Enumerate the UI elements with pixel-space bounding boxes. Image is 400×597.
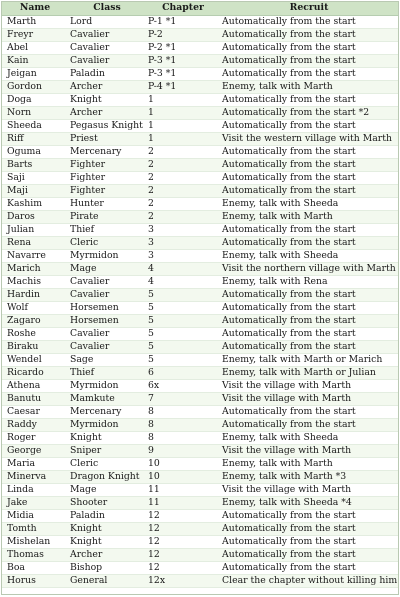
chapter-cell: 5 — [146, 353, 220, 366]
header-name: Name — [2, 2, 68, 15]
table-row — [2, 535, 398, 548]
name-cell: Freyr — [2, 28, 68, 41]
table-row — [2, 67, 398, 80]
class-cell: Lord — [68, 15, 146, 28]
name-cell: Ricardo — [2, 366, 68, 379]
name-cell: Biraku — [2, 340, 68, 353]
table-row — [2, 275, 398, 288]
chapter-cell: 8 — [146, 405, 220, 418]
table-row — [2, 522, 398, 535]
class-cell: Fighter — [68, 184, 146, 197]
chapter-cell: 2 — [146, 184, 220, 197]
chapter-cell: 3 — [146, 223, 220, 236]
name-cell: Navarre — [2, 249, 68, 262]
class-cell: Horsemen — [68, 314, 146, 327]
table-row — [2, 301, 398, 314]
table-row — [2, 392, 398, 405]
table-row — [2, 470, 398, 483]
recruit-cell: Automatically from the start — [220, 119, 398, 132]
recruit-cell: Automatically from the start — [220, 340, 398, 353]
table-row — [2, 158, 398, 171]
table-row — [2, 353, 398, 366]
chapter-cell: 4 — [146, 262, 220, 275]
class-cell: Myrmidon — [68, 418, 146, 431]
class-cell: Bishop — [68, 561, 146, 574]
name-cell: Kain — [2, 54, 68, 67]
recruit-cell: Automatically from the start — [220, 561, 398, 574]
name-cell: Oguma — [2, 145, 68, 158]
chapter-cell: 2 — [146, 197, 220, 210]
recruit-cell: Automatically from the start — [220, 184, 398, 197]
class-cell: Hunter — [68, 197, 146, 210]
class-cell: Dragon Knight — [68, 470, 146, 483]
class-cell: Cavalier — [68, 28, 146, 41]
class-cell: Knight — [68, 522, 146, 535]
name-cell: Maria — [2, 457, 68, 470]
name-cell: Minerva — [2, 470, 68, 483]
name-cell: Saji — [2, 171, 68, 184]
recruitment-table-container — [1, 1, 399, 595]
chapter-cell: 6x — [146, 379, 220, 392]
name-cell: Raddy — [2, 418, 68, 431]
recruit-cell: Automatically from the start — [220, 522, 398, 535]
recruit-cell: Visit the village with Marth — [220, 444, 398, 457]
chapter-cell: 6 — [146, 366, 220, 379]
recruit-cell: Visit the village with Marth — [220, 392, 398, 405]
class-cell: Mercenary — [68, 405, 146, 418]
table-row — [2, 80, 398, 93]
name-cell: Mishelan — [2, 535, 68, 548]
class-cell: Thief — [68, 223, 146, 236]
chapter-cell: 1 — [146, 119, 220, 132]
table-row — [2, 54, 398, 67]
name-cell: Athena — [2, 379, 68, 392]
table-row — [2, 106, 398, 119]
recruit-cell: Automatically from the start — [220, 171, 398, 184]
recruit-cell: Visit the village with Marth — [220, 379, 398, 392]
recruit-cell: Enemy, talk with Sheeda — [220, 197, 398, 210]
chapter-cell: P-2 *1 — [146, 41, 220, 54]
recruit-cell: Automatically from the start — [220, 548, 398, 561]
table-row — [2, 431, 398, 444]
table-body — [2, 15, 398, 587]
name-cell: Jeigan — [2, 67, 68, 80]
chapter-cell: 5 — [146, 301, 220, 314]
recruit-cell: Automatically from the start — [220, 223, 398, 236]
chapter-cell: P-2 — [146, 28, 220, 41]
table-row — [2, 249, 398, 262]
recruit-cell: Enemy, talk with Marth — [220, 457, 398, 470]
recruit-cell: Automatically from the start — [220, 314, 398, 327]
name-cell: Abel — [2, 41, 68, 54]
chapter-cell: 4 — [146, 275, 220, 288]
chapter-cell: 9 — [146, 444, 220, 457]
class-cell: Fighter — [68, 171, 146, 184]
class-cell: Mage — [68, 483, 146, 496]
table-row — [2, 418, 398, 431]
name-cell: Thomas — [2, 548, 68, 561]
recruit-cell: Automatically from the start — [220, 93, 398, 106]
class-cell: Cavalier — [68, 54, 146, 67]
table-row — [2, 184, 398, 197]
class-cell: Cavalier — [68, 275, 146, 288]
table-row — [2, 327, 398, 340]
chapter-cell: 2 — [146, 210, 220, 223]
name-cell: Roger — [2, 431, 68, 444]
recruit-cell: Visit the western village with Marth — [220, 132, 398, 145]
name-cell: Riff — [2, 132, 68, 145]
chapter-cell: 12 — [146, 548, 220, 561]
class-cell: Thief — [68, 366, 146, 379]
table-row — [2, 210, 398, 223]
name-cell: Jake — [2, 496, 68, 509]
table-row — [2, 483, 398, 496]
name-cell: Hardin — [2, 288, 68, 301]
class-cell: Knight — [68, 431, 146, 444]
table-row — [2, 366, 398, 379]
recruit-cell: Automatically from the start — [220, 236, 398, 249]
class-cell: Paladin — [68, 67, 146, 80]
name-cell: Zagaro — [2, 314, 68, 327]
table-row — [2, 405, 398, 418]
chapter-cell: 11 — [146, 496, 220, 509]
chapter-cell: 12 — [146, 561, 220, 574]
chapter-cell: 2 — [146, 171, 220, 184]
chapter-cell: 7 — [146, 392, 220, 405]
chapter-cell: 11 — [146, 483, 220, 496]
name-cell: Julian — [2, 223, 68, 236]
table-row — [2, 457, 398, 470]
class-cell: Mamkute — [68, 392, 146, 405]
table-row — [2, 561, 398, 574]
class-cell: Knight — [68, 93, 146, 106]
table-row — [2, 15, 398, 28]
chapter-cell: 5 — [146, 327, 220, 340]
chapter-cell: 5 — [146, 340, 220, 353]
class-cell: Knight — [68, 535, 146, 548]
chapter-cell: 2 — [146, 145, 220, 158]
recruit-cell: Automatically from the start — [220, 405, 398, 418]
table-row — [2, 236, 398, 249]
table-row — [2, 145, 398, 158]
table-row — [2, 28, 398, 41]
class-cell: Pegasus Knight — [68, 119, 146, 132]
chapter-cell: 1 — [146, 132, 220, 145]
name-cell: Barts — [2, 158, 68, 171]
class-cell: Myrmidon — [68, 379, 146, 392]
class-cell: Priest — [68, 132, 146, 145]
recruit-cell: Automatically from the start — [220, 509, 398, 522]
chapter-cell: 3 — [146, 249, 220, 262]
class-cell: Pirate — [68, 210, 146, 223]
name-cell: Boa — [2, 561, 68, 574]
table-row — [2, 574, 398, 587]
recruit-cell: Automatically from the start — [220, 67, 398, 80]
name-cell: Daros — [2, 210, 68, 223]
name-cell: Norn — [2, 106, 68, 119]
chapter-cell: 1 — [146, 106, 220, 119]
chapter-cell: 10 — [146, 457, 220, 470]
name-cell: Midia — [2, 509, 68, 522]
name-cell: Tomth — [2, 522, 68, 535]
name-cell: Linda — [2, 483, 68, 496]
recruit-cell: Enemy, talk with Marth — [220, 210, 398, 223]
class-cell: Fighter — [68, 158, 146, 171]
recruit-cell: Enemy, talk with Rena — [220, 275, 398, 288]
name-cell: Horus — [2, 574, 68, 587]
table-row — [2, 171, 398, 184]
recruit-cell: Enemy, talk with Sheeda — [220, 249, 398, 262]
class-cell: Mercenary — [68, 145, 146, 158]
recruit-cell: Automatically from the start — [220, 28, 398, 41]
class-cell: Horsemen — [68, 301, 146, 314]
recruit-cell: Enemy, talk with Marth or Marich — [220, 353, 398, 366]
recruit-cell: Enemy, talk with Sheeda — [220, 431, 398, 444]
table-header — [2, 2, 398, 15]
chapter-cell: 5 — [146, 314, 220, 327]
recruit-cell: Automatically from the start — [220, 288, 398, 301]
chapter-cell: 8 — [146, 418, 220, 431]
name-cell: Roshe — [2, 327, 68, 340]
chapter-cell: 12 — [146, 535, 220, 548]
recruit-cell: Automatically from the start — [220, 301, 398, 314]
table-row — [2, 340, 398, 353]
class-cell: Archer — [68, 80, 146, 93]
class-cell: Cavalier — [68, 340, 146, 353]
table-row — [2, 496, 398, 509]
header-chapter: Chapter — [146, 2, 220, 15]
recruit-cell: Enemy, talk with Sheeda *4 — [220, 496, 398, 509]
recruit-cell: Automatically from the start — [220, 15, 398, 28]
recruit-cell: Automatically from the start — [220, 41, 398, 54]
recruit-cell: Automatically from the start — [220, 327, 398, 340]
chapter-cell: P-3 *1 — [146, 67, 220, 80]
class-cell: Archer — [68, 548, 146, 561]
chapter-cell: 5 — [146, 288, 220, 301]
table-row — [2, 41, 398, 54]
recruit-cell: Enemy, talk with Marth or Julian — [220, 366, 398, 379]
name-cell: Gordon — [2, 80, 68, 93]
class-cell: Paladin — [68, 509, 146, 522]
chapter-cell: 12x — [146, 574, 220, 587]
table-row — [2, 119, 398, 132]
recruit-cell: Enemy, talk with Marth — [220, 80, 398, 93]
name-cell: Kashim — [2, 197, 68, 210]
table-row — [2, 197, 398, 210]
class-cell: General — [68, 574, 146, 587]
name-cell: Doga — [2, 93, 68, 106]
class-cell: Myrmidon — [68, 249, 146, 262]
table-row — [2, 379, 398, 392]
recruitment-table — [2, 2, 398, 588]
class-cell: Cleric — [68, 457, 146, 470]
name-cell: Marth — [2, 15, 68, 28]
name-cell: Caesar — [2, 405, 68, 418]
header-class: Class — [68, 2, 146, 15]
class-cell: Archer — [68, 106, 146, 119]
name-cell: Banutu — [2, 392, 68, 405]
chapter-cell: 10 — [146, 470, 220, 483]
class-cell: Mage — [68, 262, 146, 275]
chapter-cell: P-3 *1 — [146, 54, 220, 67]
table-row — [2, 548, 398, 561]
table-row — [2, 262, 398, 275]
recruit-cell: Automatically from the start — [220, 54, 398, 67]
chapter-cell: 8 — [146, 431, 220, 444]
name-cell: Machis — [2, 275, 68, 288]
name-cell: Wolf — [2, 301, 68, 314]
class-cell: Cavalier — [68, 288, 146, 301]
recruit-cell: Automatically from the start — [220, 535, 398, 548]
table-row — [2, 314, 398, 327]
recruit-cell: Visit the northern village with Marth — [220, 262, 398, 275]
chapter-cell: 3 — [146, 236, 220, 249]
table-row — [2, 93, 398, 106]
table-row — [2, 223, 398, 236]
chapter-cell: 12 — [146, 522, 220, 535]
header-recruit: Recruit — [220, 2, 398, 15]
table-row — [2, 444, 398, 457]
name-cell: Maji — [2, 184, 68, 197]
chapter-cell: 1 — [146, 93, 220, 106]
class-cell: Shooter — [68, 496, 146, 509]
class-cell: Cavalier — [68, 41, 146, 54]
recruit-cell: Automatically from the start — [220, 158, 398, 171]
recruit-cell: Automatically from the start — [220, 418, 398, 431]
header-row — [2, 2, 398, 15]
recruit-cell: Automatically from the start — [220, 145, 398, 158]
name-cell: Marich — [2, 262, 68, 275]
table-row — [2, 288, 398, 301]
chapter-cell: 2 — [146, 158, 220, 171]
chapter-cell: P-1 *1 — [146, 15, 220, 28]
chapter-cell: 12 — [146, 509, 220, 522]
class-cell: Sniper — [68, 444, 146, 457]
recruit-cell: Enemy, talk with Marth *3 — [220, 470, 398, 483]
recruit-cell: Visit the village with Marth — [220, 483, 398, 496]
recruit-cell: Automatically from the start *2 — [220, 106, 398, 119]
name-cell: Sheeda — [2, 119, 68, 132]
class-cell: Cavalier — [68, 327, 146, 340]
chapter-cell: P-4 *1 — [146, 80, 220, 93]
name-cell: George — [2, 444, 68, 457]
recruit-cell: Clear the chapter without killing him — [222, 574, 398, 586]
name-cell: Wendel — [2, 353, 68, 366]
table-row — [2, 132, 398, 145]
class-cell: Sage — [68, 353, 146, 366]
class-cell: Cleric — [68, 236, 146, 249]
table-row — [2, 509, 398, 522]
name-cell: Rena — [2, 236, 68, 249]
